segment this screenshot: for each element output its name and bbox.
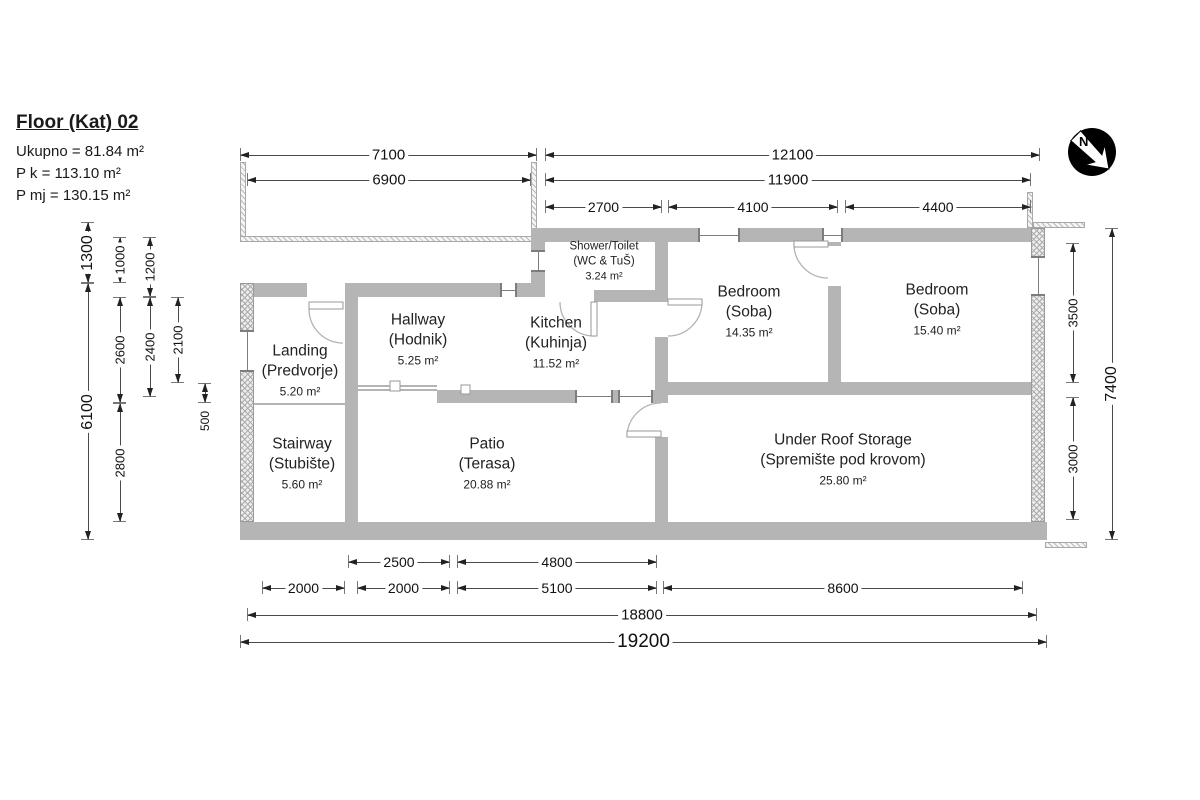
room-local-name: (Spremište pod krovom): [760, 452, 926, 470]
room-local-name: (Terasa): [458, 456, 516, 474]
room-name: Bedroom: [717, 283, 781, 301]
dimension: [240, 148, 537, 162]
room-name: Bedroom: [905, 281, 969, 299]
room-label-bedroom-1: [718, 283, 781, 342]
room-area: 20.88 m²: [463, 477, 511, 492]
room-label-shower-toilet: [569, 240, 638, 285]
dimension: [113, 297, 127, 403]
room-name: Under Roof Storage: [774, 431, 912, 449]
dimension-value: 2400: [143, 330, 158, 365]
dimension: [1066, 243, 1080, 383]
dimension: [457, 581, 657, 595]
room-area: 3.24 m²: [585, 270, 623, 283]
room-name: Shower/Toilet: [569, 240, 639, 253]
total-area-text: Ukupno = 81.84 m²: [16, 143, 144, 160]
dimension-value: 5100: [538, 580, 575, 596]
dimension-value: 2500: [380, 554, 417, 570]
dimension: [143, 297, 157, 397]
room-area: 25.80 m²: [819, 473, 867, 488]
dimension: [240, 631, 1047, 652]
room-label-patio: [459, 435, 516, 494]
dimension: [545, 173, 1031, 187]
pk-area-text: P k = 113.10 m²: [16, 165, 121, 182]
dimension: [247, 173, 531, 187]
dimension-value: 3000: [1066, 441, 1081, 476]
room-local-name: (Soba): [913, 302, 961, 320]
dimension-value: 6100: [79, 391, 97, 433]
dimension-value: 18800: [618, 607, 666, 624]
dimension: [113, 237, 127, 283]
dimension: [663, 581, 1023, 595]
dimension-value: 4100: [734, 199, 771, 215]
room-area: 5.60 m²: [281, 477, 323, 492]
dimension-value: 2600: [113, 333, 128, 368]
room-local-name: (WC & TuŠ): [573, 255, 635, 268]
dimension-value: 2100: [171, 323, 186, 358]
dimension-value: 12100: [769, 147, 817, 164]
room-area: 15.40 m²: [913, 323, 961, 338]
room-name: Stairway: [272, 435, 332, 453]
room-name: Kitchen: [530, 314, 582, 332]
dimension-value: 2000: [285, 580, 322, 596]
dimension-value: 11900: [765, 172, 812, 189]
dimension: [81, 222, 95, 283]
dimension-value: 1200: [143, 250, 158, 285]
dimension: [1066, 397, 1080, 520]
room-area: 5.20 m²: [279, 384, 321, 399]
dimension-value: 2000: [385, 580, 422, 596]
room-local-name: (Stubište): [268, 456, 336, 474]
room-area: 11.52 m²: [532, 356, 580, 371]
dimension: [143, 237, 157, 297]
room-label-bedroom-2: [906, 281, 969, 340]
dimension-value: 8600: [824, 580, 861, 596]
room-local-name: (Kuhinja): [524, 335, 588, 353]
room-label-stairway: [269, 435, 335, 494]
room-name: Landing: [272, 342, 328, 360]
north-letter: N: [1079, 134, 1089, 149]
dimension: [247, 608, 1037, 622]
dimension: [845, 200, 1031, 214]
dimension: [545, 200, 662, 214]
room-area: 14.35 m²: [725, 325, 773, 340]
room-name: Hallway: [390, 311, 446, 329]
room-label-kitchen: [525, 314, 587, 373]
dimension-value: 7400: [1103, 363, 1121, 405]
dimension-value: 2700: [585, 199, 622, 215]
room-local-name: (Soba): [725, 304, 773, 322]
dimension-value: 2800: [113, 445, 128, 480]
pmj-area-text: P mj = 130.15 m²: [16, 187, 131, 204]
dimension: [668, 200, 838, 214]
dimension-value: 4400: [919, 199, 956, 215]
dimension: [348, 555, 450, 569]
dimension-value: 1300: [79, 232, 97, 274]
room-name: Patio: [469, 435, 505, 453]
room-local-name: (Hodnik): [388, 332, 448, 350]
dimension-value: 4800: [538, 554, 575, 570]
dimension: [198, 383, 212, 432]
dimension-value: 19200: [614, 631, 673, 653]
room-label-storage: [760, 431, 925, 490]
north-arrow: [1066, 126, 1118, 178]
dimension: [262, 581, 345, 595]
dimension: [357, 581, 450, 595]
room-label-hallway: [389, 311, 448, 370]
dimension-value: 500: [198, 408, 212, 434]
dimension-value: 7100: [369, 147, 408, 164]
dimension: [545, 148, 1040, 162]
dimension: [1105, 228, 1119, 540]
dimension: [457, 555, 657, 569]
dimension: [81, 283, 95, 540]
dimension: [113, 403, 127, 522]
dimension-value: 1000: [113, 243, 128, 278]
plan-title: Floor (Kat) 02: [16, 112, 139, 133]
dimension-value: 6900: [369, 172, 408, 189]
room-area: 5.25 m²: [397, 353, 439, 368]
room-label-landing: [262, 342, 339, 401]
dimension: [171, 297, 185, 383]
post-markers: [390, 381, 470, 394]
room-local-name: (Predvorje): [261, 363, 339, 381]
dimension-value: 3500: [1066, 296, 1081, 331]
